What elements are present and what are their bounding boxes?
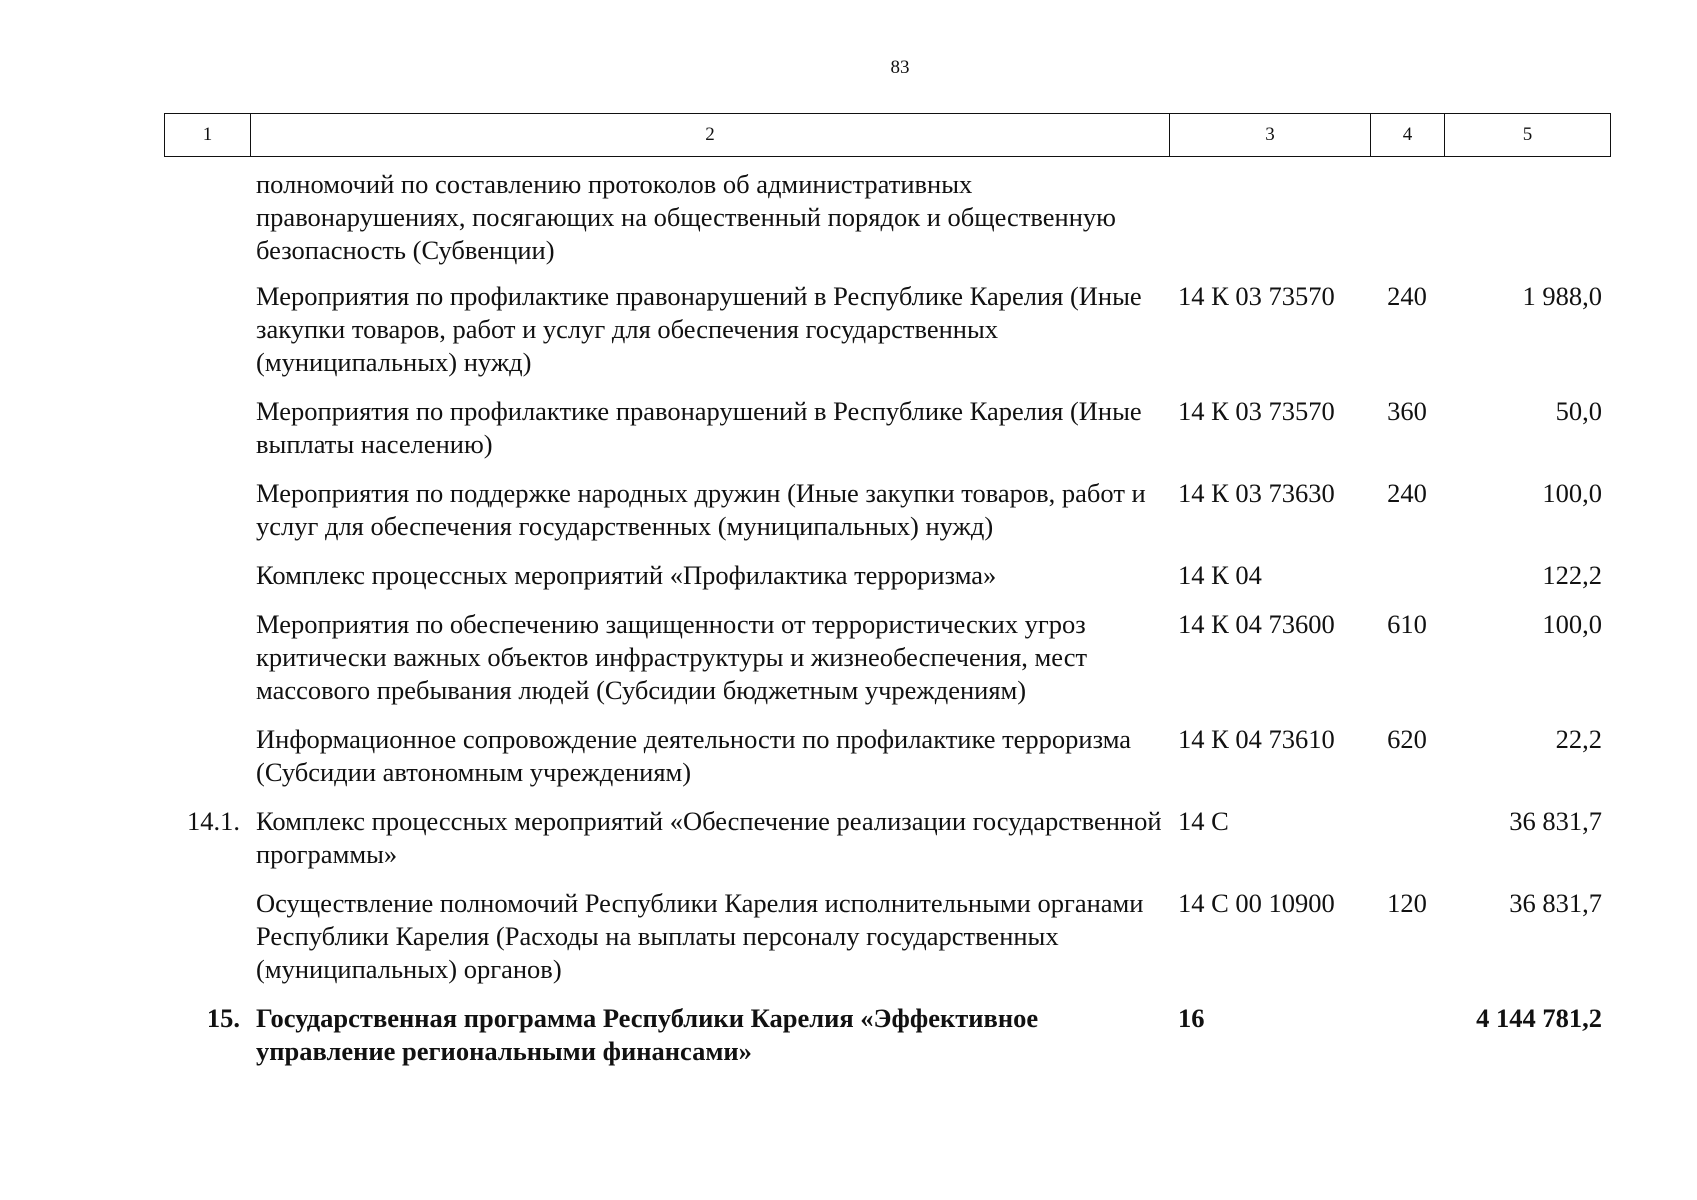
row-name: Комплекс процессных мероприятий «Профилактика терроризма» — [256, 560, 997, 590]
row-type: 360 — [1387, 396, 1427, 426]
row-number — [164, 887, 250, 986]
row-amount: 100,0 — [1542, 609, 1602, 639]
table-row — [164, 477, 1610, 543]
row-number — [164, 280, 250, 379]
row-code: 14 К 03 73570 — [1178, 396, 1335, 426]
row-type: 610 — [1387, 609, 1427, 639]
row-name: Государственная программа Республики Карелия «Эффективное управление региональными финансами» — [256, 1003, 1039, 1066]
row-type: 240 — [1387, 281, 1427, 311]
column-header-row — [165, 114, 1611, 157]
row-amount: 22,2 — [1555, 724, 1602, 754]
row-name: Осуществление полномочий Республики Карелия исполнительными органами Республики Карелия (Расходы на выплаты персоналу государственных (муниципальных) органов) — [256, 888, 1144, 984]
row-number — [164, 723, 250, 789]
row-type: 620 — [1387, 724, 1427, 754]
row-name: полномочий по составлению протоколов об административных правонарушениях, посягающих на общественный порядок и общественную безопасность (Субвенции) — [256, 169, 1116, 265]
row-number — [164, 395, 250, 461]
row-amount: 4 144 781,2 — [1476, 1003, 1602, 1033]
column-header-table — [164, 113, 1611, 157]
row-number: 14.1. — [187, 806, 240, 836]
column-header-4: 4 — [1371, 114, 1445, 157]
row-code: 14 С 00 10900 — [1178, 888, 1335, 918]
row-name: Мероприятия по поддержке народных дружин (Иные закупки товаров, работ и услуг для обеспечения государственных (муниципальных) нужд) — [256, 478, 1146, 541]
row-name: Мероприятия по профилактике правонарушений в Республике Карелия (Иные выплаты населению) — [256, 396, 1142, 459]
row-type — [1370, 1002, 1444, 1068]
row-name: Информационное сопровождение деятельности по профилактике терроризма (Субсидии автономным учреждениям) — [256, 724, 1132, 787]
row-code: 14 С — [1178, 806, 1229, 836]
row-number: 15. — [206, 1003, 240, 1033]
row-name: Комплекс процессных мероприятий «Обеспечение реализации государственной программы» — [256, 806, 1162, 869]
row-code: 14 К 04 73600 — [1178, 609, 1335, 639]
row-number — [164, 168, 250, 267]
table-row — [164, 805, 1610, 871]
table-row-program-total — [164, 1002, 1610, 1068]
table-row — [164, 887, 1610, 986]
row-amount — [1444, 168, 1610, 267]
column-header-3: 3 — [1170, 114, 1371, 157]
row-code: 14 К 04 — [1178, 560, 1262, 590]
row-type — [1370, 168, 1444, 267]
row-amount: 36 831,7 — [1509, 806, 1602, 836]
column-header-1: 1 — [165, 114, 251, 157]
row-code — [1169, 168, 1370, 267]
row-number — [164, 608, 250, 707]
row-amount: 50,0 — [1555, 396, 1602, 426]
page-number: 83 — [890, 57, 910, 78]
row-type — [1370, 559, 1444, 592]
row-number — [164, 477, 250, 543]
table-row — [164, 608, 1610, 707]
row-type: 120 — [1387, 888, 1427, 918]
row-type — [1370, 805, 1444, 871]
column-header-5: 5 — [1445, 114, 1611, 157]
table-row — [164, 280, 1610, 379]
row-amount: 1 988,0 — [1522, 281, 1602, 311]
row-code: 14 К 04 73610 — [1178, 724, 1335, 754]
row-amount: 122,2 — [1542, 560, 1602, 590]
row-code: 16 — [1178, 1003, 1205, 1033]
table-row — [164, 559, 1610, 592]
row-type: 240 — [1387, 478, 1427, 508]
table-row — [164, 723, 1610, 789]
table-row — [164, 168, 1610, 267]
row-amount: 100,0 — [1542, 478, 1602, 508]
row-number — [164, 559, 250, 592]
row-amount: 36 831,7 — [1509, 888, 1602, 918]
row-code: 14 К 03 73630 — [1178, 478, 1335, 508]
column-header-2: 2 — [251, 114, 1170, 157]
table-row — [164, 395, 1610, 461]
row-code: 14 К 03 73570 — [1178, 281, 1335, 311]
row-name: Мероприятия по обеспечению защищенности от террористических угроз критически важных объектов инфраструктуры и жизнеобеспечения, мест массового пребывания людей (Субсидии бюджетным учреждениям) — [256, 609, 1088, 705]
table-body — [164, 168, 1610, 1084]
row-name: Мероприятия по профилактике правонарушений в Республике Карелия (Иные закупки товаров, работ и услуг для обеспечения государственных (муниципальных) нужд) — [256, 281, 1142, 377]
